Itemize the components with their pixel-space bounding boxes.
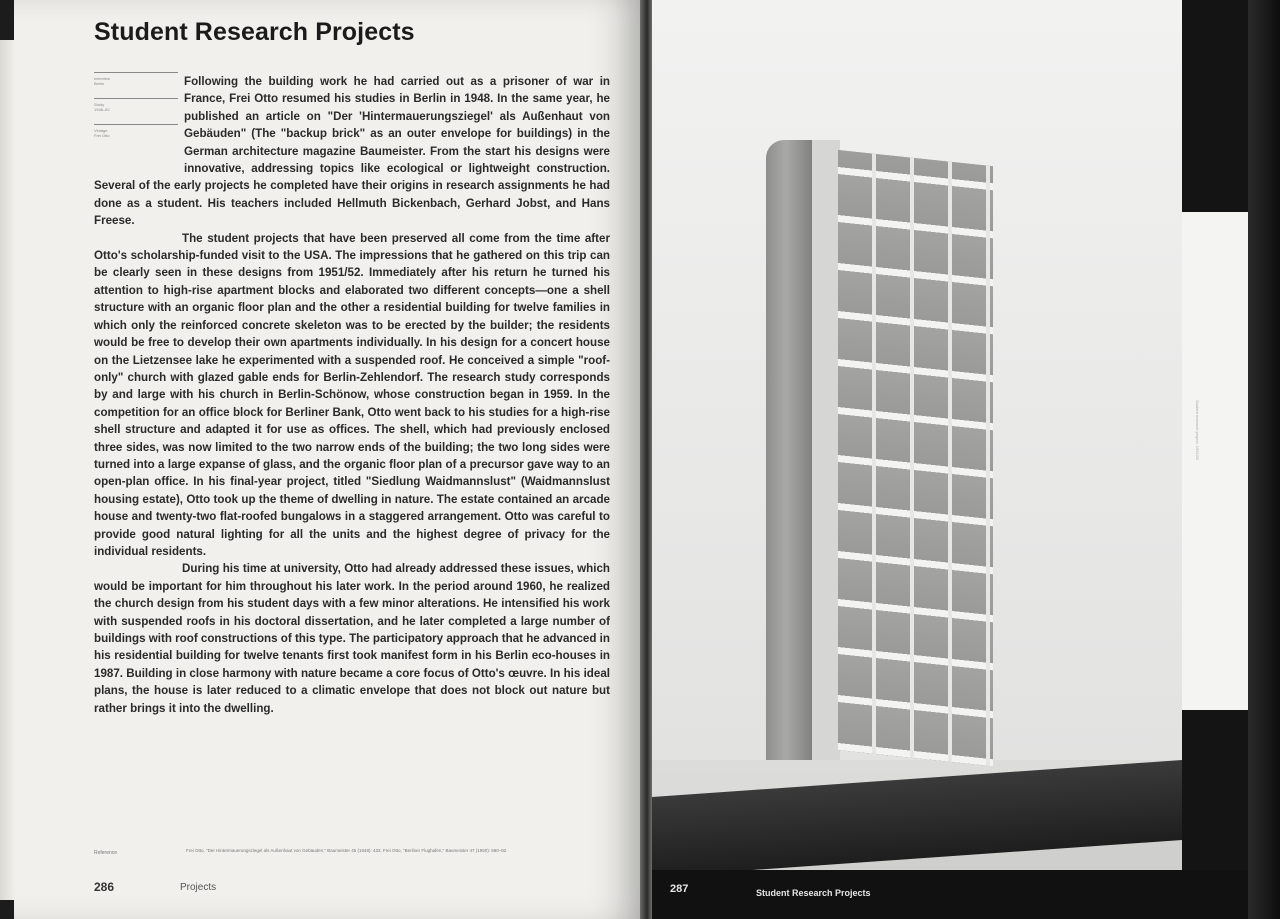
meta-float-space: [94, 73, 184, 177]
tower-mullions: [838, 150, 993, 766]
meta-line: Interview: [94, 76, 111, 81]
photo-bottom-band: [652, 870, 1248, 919]
meta-line: Vintage: [94, 128, 108, 133]
page-number-left: 286: [94, 880, 115, 894]
tower-shell-wall: [766, 140, 816, 760]
footnote: Frei Otto, "Der Hintermauerungsziegel als Außenhaut von Gebäuden," Baumeister 45 (1948): 433. Frei Otto, "Berliner Flughafen," Baumeister 47 (1950): 680–82.: [186, 848, 508, 853]
running-head-right: Student Research Projects: [756, 888, 871, 898]
meta-line: Frei Otto: [94, 133, 110, 138]
tower-photo: [652, 0, 1182, 870]
meta-line: Berlin: [94, 81, 105, 86]
running-head-left: Projects: [180, 882, 217, 893]
page-title: Student Research Projects: [94, 18, 415, 46]
book-edge-right: [1248, 0, 1280, 919]
right-margin-dark-top: [1182, 0, 1248, 212]
meta-line: Study: [94, 102, 105, 107]
footnote-label: Reference: [94, 850, 118, 856]
article-body: [94, 73, 610, 717]
paragraph: Following the building work he had carried out as a prisoner of war in France, Frei Otto resumed his studies in Berlin in 1948. In the same year, he published an article on "Der 'Hintermauerungsziegel' als Außenhaut von Gebäuden" (The "backup brick" as an outer envelope for buildings) in the German architecture magazine Baumeister. From the start his designs were innovative, addressing topics like ecological or lightweight construction. Several of the early projects he completed have their origins in research assignments he had done as a student. His teachers included Hellmuth Bickenbach, Gerhard Jobst, and Hans Freese.: [94, 75, 610, 228]
paragraph: The student projects that have been preserved all come from the time after Otto's scholarship-funded visit to the USA. The impressions that he gathered on this trip can be clearly seen in these designs from 1951/52. Immediately after his return he turned his attention to high-rise apartment blocks and elaborated two different concepts—one a shell structure with an organic floor plan and the other a residential building for twelve families in which only the reinforced concrete skeleton was to be erected by the builder; the residents would be free to develop their own apartments individually. In his design for a concert house on the Lietzensee lake he experimented with a suspended roof. He conceived a simple "roof-only" church with glazed gable ends for Berlin-Zehlendorf. The research study corresponds by and large with his church in Berlin-Schönow, whose construction began in 1959. In the competition for an office block for Berliner Bank, Otto went back to his studies for a high-rise shell structure and adapted it for use as offices. The shell, which had previously enclosed three sides, was now limited to the two narrow ends of the building; the two long sides were turned into a large expanse of glass, and the organic floor plan of a precursor gave way to an open-plan office. In his final-year project, titled "Siedlung Waidmannslust" (Waidmannslust housing estate), Otto took up the theme of dwelling in nature. The estate contained an arcade house and twenty-two flat-roofed bungalows in a staggered arrangement. Otto was careful to provide good natural lighting for all the units and the highest degree of privacy for the individual residents.: [94, 231, 610, 558]
left-page-edge: [0, 40, 14, 900]
meta-line: 1948–52: [94, 107, 110, 112]
page-number-right: 287: [670, 883, 689, 895]
paragraph: During his time at university, Otto had already addressed these issues, which would be important for him throughout his later work. In the period around 1960, he realized the church design from his student days with a few minor alterations. He intensified his work with suspended roofs in his doctoral dissertation, and he later completed a large number of buildings with roof constructions of this type. The participatory approach that he advanced in his residential building for twelve tenants first took manifest form in his Berlin eco-houses in 1987. Building in close harmony with nature became a core focus of Otto's œuvre. In his ideal plans, the house is later reduced to a climatic envelope that does not block out nature but rather brings it into the dwelling.: [94, 562, 610, 715]
vertical-caption: Student research project, 1951/52: [1195, 400, 1200, 461]
tower-edge: [812, 140, 840, 760]
right-page: [652, 0, 1248, 919]
